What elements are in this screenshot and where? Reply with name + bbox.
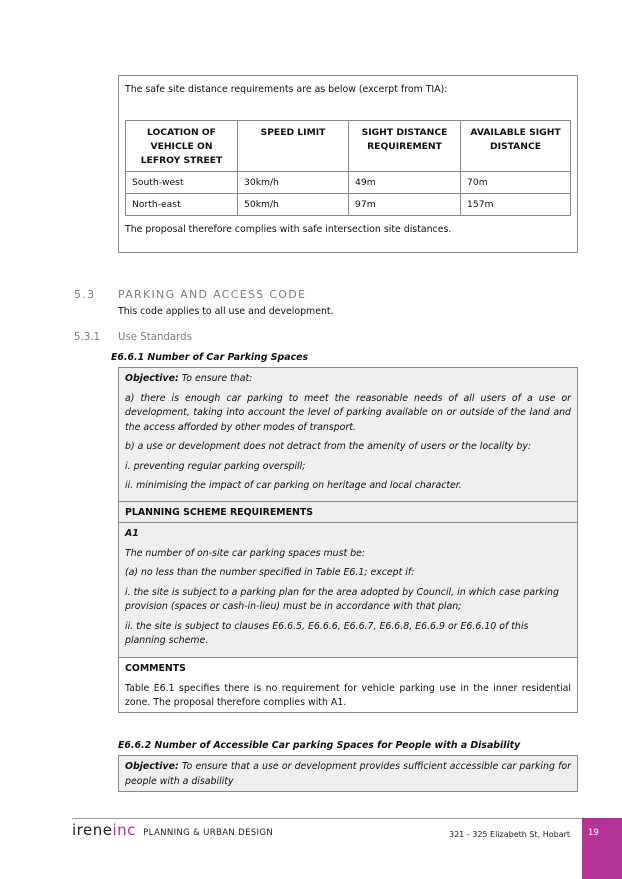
brand-tagline: PLANNING & URBAN DESIGN [143,828,274,838]
table-row [126,193,571,215]
column-header-available-sight-distance: AVAILABLE SIGHT DISTANCE [461,120,571,171]
requirement-line: The number of on-site car parking spaces must be: [125,547,366,559]
objective-text: To ensure that: [178,373,253,384]
comments-title: COMMENTS [125,663,186,674]
subsection-number: 5.3.1 [74,332,100,343]
objective-text: To ensure that a use or development provides sufficient accessible car parking for people with a disability [125,761,571,787]
objective-section [119,368,577,502]
column-header-speed-limit: SPEED LIMIT [238,120,349,171]
table-cell: 97m [349,193,461,215]
site-distance-box [118,75,578,253]
table-header-row [126,120,571,171]
objective-point: a) there is enough car parking to meet the reasonable needs of all users of a use or development, taking into account the level of parking available on or outside of the land and the access afforded by other modes of transport. [125,392,571,433]
section-title: PARKING AND ACCESS CODE [118,288,307,301]
brand-logo [72,820,273,841]
e662-heading: E6.6.2 Number of Accessible Car parking Spaces for People with a Disability [118,740,521,751]
requirements-title: PLANNING SCHEME REQUIREMENTS [119,502,577,523]
column-header-sight-distance: SIGHT DISTANCE REQUIREMENT [349,120,461,171]
column-header-location: LOCATION OF VEHICLE ON LEFROY STREET [126,120,238,171]
section-intro: This code applies to all use and development. [118,306,334,317]
requirements-section [119,523,577,658]
comments-text: Table E6.1 specifies there is no requirement for vehicle parking use in the inner residential zone. The proposal therefore complies with A1. [125,682,571,709]
table-cell: South-west [126,171,238,193]
objective-line [125,372,571,387]
page-number: 19 [582,818,622,879]
table-row [126,171,571,193]
footer-divider [72,818,582,819]
brand-name-part2: inc [112,821,136,839]
objective-point: b) a use or development does not detract from the amenity of users or the locality by: [125,441,532,453]
table-cell: 157m [461,193,571,215]
objective-label: Objective: [125,373,179,384]
sight-distance-table [125,120,571,217]
section-number: 5.3 [74,288,96,301]
subsection-heading [74,330,192,346]
requirement-line: ii. the site is subject to clauses E6.6.5, E6.6.6, E6.6.7, E6.6.8, E6.6.9 or E6.6.10 of this planning scheme. [125,620,529,647]
comments-section [119,658,577,718]
site-distance-intro: The safe site distance requirements are as below (excerpt from TIA): [125,84,448,95]
requirement-line: i. the site is subject to a parking plan for the area adopted by Council, in which case parking provision (spaces or cash-in-lieu) must be in accordance with that plan; [125,586,559,613]
objective-point: ii. minimising the impact of car parking on heritage and local character. [125,480,462,492]
table-cell: 30km/h [238,171,349,193]
objective-label: Objective: [125,761,179,772]
objective-point: i. preventing regular parking overspill; [125,460,306,472]
table-cell: 49m [349,171,461,193]
brand-name-part1: irene [72,821,113,839]
footer-address: 321 - 325 Elizabeth St, Hobart [449,830,571,839]
table-cell: 70m [461,171,571,193]
requirement-line: (a) no less than the number specified in Table E6.1; except if: [125,567,415,579]
subsection-title: Use Standards [118,332,192,343]
site-distance-conclusion: The proposal therefore complies with safe intersection site distances. [125,224,452,236]
section-heading [74,286,306,303]
e661-standard-box [118,367,578,713]
e661-heading: E6.6.1 Number of Car Parking Spaces [111,352,309,363]
table-cell: 50km/h [238,193,349,215]
e662-objective-box [118,755,578,792]
table-cell: North-east [126,193,238,215]
requirement-code: A1 [125,528,139,539]
